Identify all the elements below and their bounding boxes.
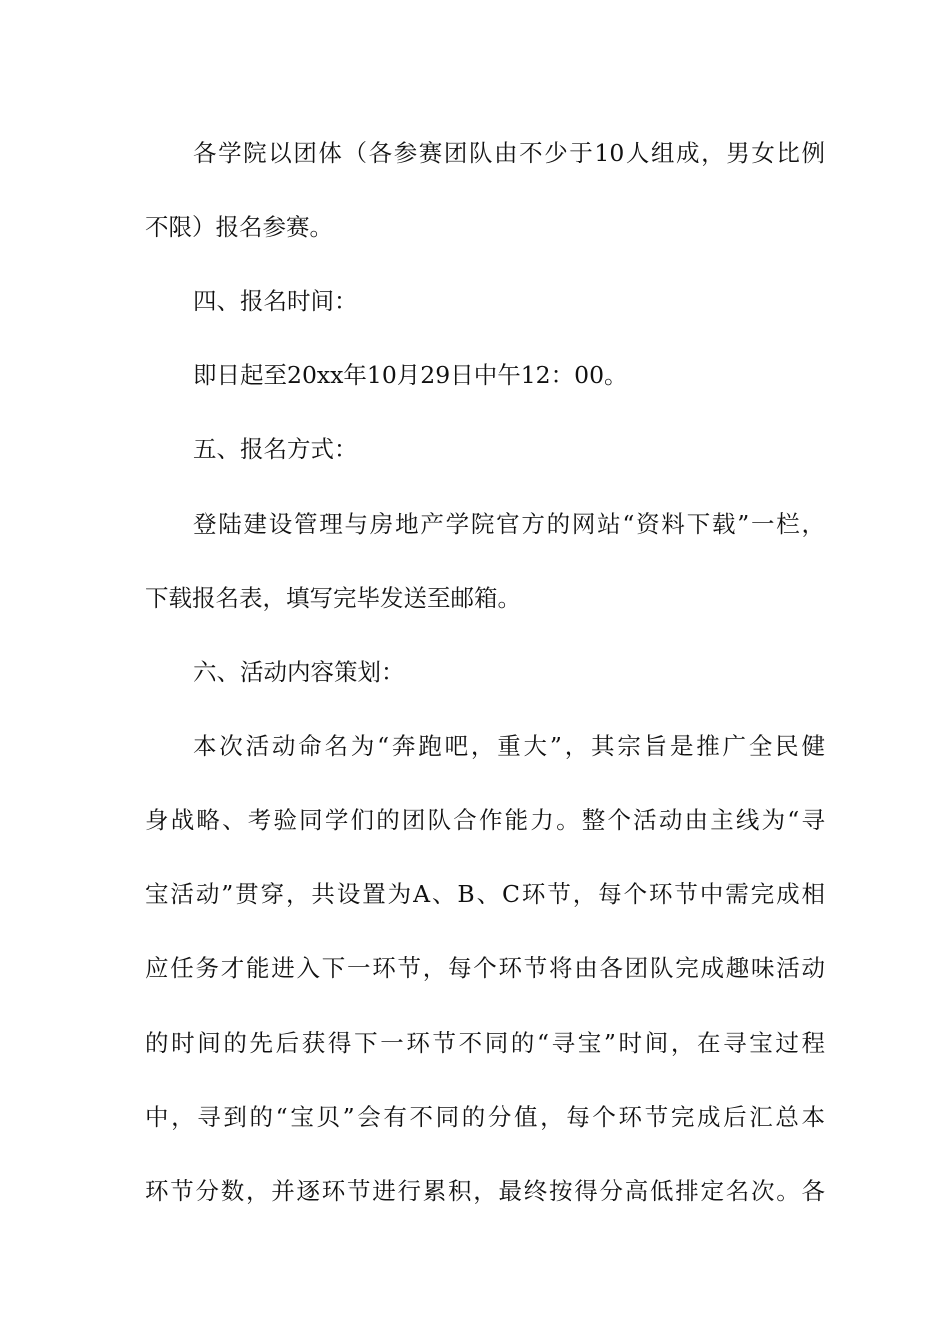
section-heading-registration-time: 四、报名时间： — [193, 287, 358, 315]
text-line-12: 应任务才能进入下一环节，每个环节将由各团队完成趣味活动 — [145, 954, 825, 982]
text-line-6: 登陆建设管理与房地产学院官方的网站“资料下载”一栏， — [193, 510, 825, 538]
section-heading-registration-method: 五、报名方式： — [193, 435, 358, 463]
text-line-15: 环节分数，并逐环节进行累积，最终按得分高低排定名次。各 — [145, 1177, 825, 1205]
text-line-4: 即日起至20xx年10月29日中午12：00。 — [193, 361, 628, 389]
text-line-11: 宝活动”贯穿，共设置为A、B、C环节，每个环节中需完成相 — [145, 880, 825, 908]
text-line-9: 本次活动命名为“奔跑吧，重大”，其宗旨是推广全民健 — [193, 732, 825, 760]
section-heading-activity-plan: 六、活动内容策划： — [193, 658, 405, 686]
text-line-13: 的时间的先后获得下一环节不同的“寻宝”时间，在寻宝过程 — [145, 1029, 825, 1057]
text-line-10: 身战略、考验同学们的团队合作能力。整个活动由主线为“寻 — [145, 806, 825, 834]
text-line-1: 各学院以团体（各参赛团队由不少于10人组成，男女比例 — [193, 139, 825, 167]
text-line-7: 下载报名表，填写完毕发送至邮箱。 — [145, 584, 521, 612]
text-line-2: 不限）报名参赛。 — [145, 213, 333, 241]
text-line-14: 中，寻到的“宝贝”会有不同的分值，每个环节完成后汇总本 — [145, 1103, 825, 1131]
